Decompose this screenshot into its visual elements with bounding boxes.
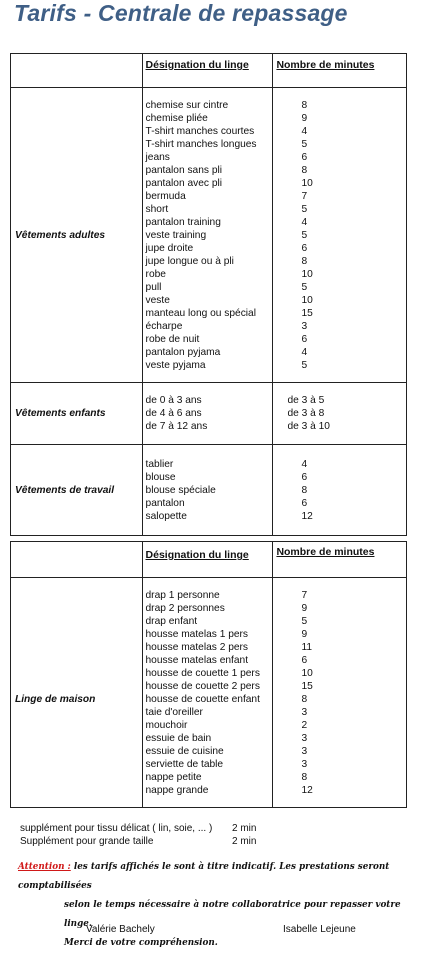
item-name: jupe droite (145, 242, 194, 254)
item-minutes (273, 88, 407, 383)
item-name: T-shirt manches courtes (145, 125, 255, 137)
item-minutes-value: 6 (301, 151, 308, 163)
item-minutes-value: 6 (301, 242, 308, 254)
item-minutes-value: 8 (301, 99, 308, 111)
designation-header: Désignation du linge (142, 54, 273, 88)
item-minutes-value: 5 (301, 203, 308, 215)
designation-header: Désignation du linge (142, 542, 273, 578)
item-minutes-value: 5 (301, 138, 308, 150)
item-name: jeans (145, 151, 170, 163)
item-minutes-value: 8 (301, 771, 308, 783)
supplement-size-value: 2 min (232, 836, 257, 847)
item-minutes-value: 10 (301, 177, 313, 189)
item-name: chemise pliée (145, 112, 208, 124)
item-minutes-value: 3 (301, 320, 308, 332)
item-name: short (145, 203, 169, 215)
attention-label: Attention : (18, 862, 71, 872)
item-minutes-value: de 3 à 10 (287, 421, 330, 432)
item-name: nappe grande (145, 784, 209, 796)
category-label: Linge de maison (11, 578, 143, 808)
clothing-table (10, 53, 407, 536)
item-minutes-value: 6 (301, 654, 308, 666)
household-table (10, 541, 407, 808)
item-minutes (273, 578, 407, 808)
item-name: de 0 à 3 ans (145, 395, 202, 406)
item-name: pantalon pyjama (145, 346, 221, 358)
item-name: housse de couette 2 pers (145, 680, 260, 692)
item-minutes-value: 9 (301, 602, 308, 614)
section-row-adults (11, 88, 407, 383)
item-minutes (273, 445, 407, 536)
item-name: tablier (145, 458, 174, 470)
item-name: veste (145, 294, 170, 306)
item-minutes-value: 15 (301, 680, 313, 692)
item-name: pantalon avec pli (145, 177, 223, 189)
category-label: Vêtements de travail (11, 445, 143, 536)
item-name: drap enfant (145, 615, 198, 627)
item-minutes-value: 10 (301, 294, 313, 306)
item-minutes (273, 383, 407, 445)
item-name: jupe longue ou à pli (145, 255, 234, 267)
minutes-header: Nombre de minutes (273, 54, 407, 88)
item-minutes-value: 10 (301, 268, 313, 280)
item-name: blouse (145, 471, 176, 483)
item-name: de 4 à 6 ans (145, 408, 202, 419)
item-name: serviette de table (145, 758, 224, 770)
item-minutes-value: 7 (301, 190, 308, 202)
item-minutes-value: 4 (301, 458, 308, 470)
item-minutes-value: 9 (301, 628, 308, 640)
category-label: Vêtements enfants (11, 383, 143, 445)
item-name: robe (145, 268, 166, 280)
minutes-header: Nombre de minutes (273, 542, 407, 578)
item-minutes-value: 3 (301, 745, 308, 757)
item-minutes-value: 12 (301, 784, 313, 796)
item-minutes-value: 6 (301, 333, 308, 345)
item-names (142, 88, 273, 383)
item-name: housse matelas 1 pers (145, 628, 249, 640)
item-name: veste pyjama (145, 359, 206, 371)
item-name: pantalon sans pli (145, 164, 223, 176)
item-name: veste training (145, 229, 207, 241)
category-label: Vêtements adultes (11, 88, 143, 383)
item-minutes-value: 3 (301, 758, 308, 770)
signature-1: Valérie Bachely (86, 924, 155, 935)
item-minutes-value: 11 (301, 641, 313, 653)
item-name: housse de couette enfant (145, 693, 260, 705)
item-name: pantalon (145, 497, 185, 509)
attention-line-3: Merci de votre compréhension. (64, 938, 218, 948)
item-minutes-value: 4 (301, 346, 308, 358)
section-row-work (11, 445, 407, 536)
item-name: pull (145, 281, 162, 293)
item-name: bermuda (145, 190, 186, 202)
item-name: manteau long ou spécial (145, 307, 256, 319)
table-header-row (11, 542, 407, 578)
item-minutes-value: 5 (301, 359, 308, 371)
item-names (142, 578, 273, 808)
item-minutes-value: 3 (301, 732, 308, 744)
signature-2: Isabelle Lejeune (283, 924, 356, 935)
item-names (142, 445, 273, 536)
item-minutes-value: 9 (301, 112, 308, 124)
item-minutes-value: 6 (301, 497, 308, 509)
item-name: drap 1 personne (145, 589, 220, 601)
item-minutes-value: 6 (301, 471, 308, 483)
item-minutes-value: 8 (301, 255, 308, 267)
item-minutes-value: 7 (301, 589, 308, 601)
item-name: T-shirt manches longues (145, 138, 257, 150)
section-row-household (11, 578, 407, 808)
item-minutes-value: 8 (301, 484, 308, 496)
supplement-size-label: Supplément pour grande taille (20, 836, 154, 847)
item-minutes-value: 5 (301, 615, 308, 627)
item-name: housse matelas 2 pers (145, 641, 249, 653)
item-minutes-value: 2 (301, 719, 308, 731)
item-name: de 7 à 12 ans (145, 421, 208, 432)
item-name: salopette (145, 510, 187, 522)
item-minutes-value: de 3 à 5 (287, 395, 325, 406)
supplement-delicate-label: supplément pour tissu délicat ( lin, soie, ... ) (20, 823, 213, 834)
item-name: essuie de cuisine (145, 745, 224, 757)
table-header-row (11, 54, 407, 88)
section-row-children (11, 383, 407, 445)
item-name: drap 2 personnes (145, 602, 225, 614)
item-name: chemise sur cintre (145, 99, 229, 111)
item-name: pantalon training (145, 216, 221, 228)
item-name: blouse spéciale (145, 484, 216, 496)
item-minutes-value: 8 (301, 693, 308, 705)
item-name: robe de nuit (145, 333, 200, 345)
header-empty-cell (11, 542, 143, 578)
page-title: Tarifs - Centrale de repassage (14, 0, 348, 26)
item-minutes-value: 5 (301, 281, 308, 293)
item-minutes-value: 5 (301, 229, 308, 241)
item-name: essuie de bain (145, 732, 212, 744)
item-minutes-value: de 3 à 8 (287, 408, 325, 419)
item-name: taie d'oreiller (145, 706, 203, 718)
item-name: housse de couette 1 pers (145, 667, 260, 679)
attention-line-2: selon le temps nécessaire à notre collaboratrice pour repasser votre linge. (64, 900, 401, 929)
item-minutes-value: 12 (301, 510, 313, 522)
item-minutes-value: 3 (301, 706, 308, 718)
item-minutes-value: 15 (301, 307, 313, 319)
attention-note (18, 858, 430, 953)
header-empty-cell (11, 54, 143, 88)
item-name: écharpe (145, 320, 183, 332)
item-minutes-value: 10 (301, 667, 313, 679)
item-minutes-value: 8 (301, 164, 308, 176)
item-minutes-value: 4 (301, 125, 308, 137)
item-name: mouchoir (145, 719, 188, 731)
supplement-delicate-value: 2 min (232, 823, 257, 834)
item-names (142, 383, 273, 445)
item-name: housse matelas enfant (145, 654, 249, 666)
attention-line-1: les tarifs affichés le sont à titre indicatif. Les prestations seront comptabilisées (18, 862, 390, 891)
item-name: nappe petite (145, 771, 202, 783)
item-minutes-value: 4 (301, 216, 308, 228)
